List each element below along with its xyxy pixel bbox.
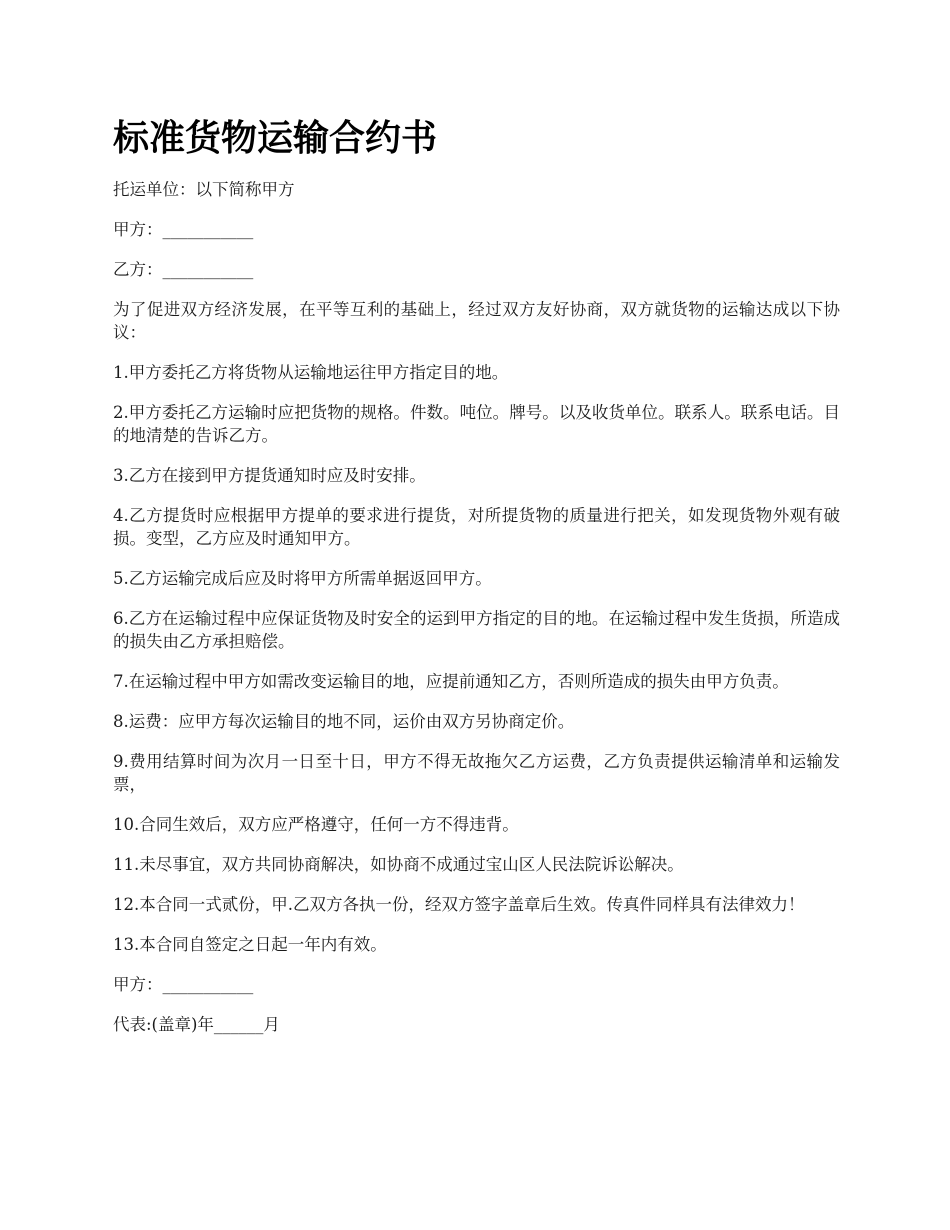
preamble-paragraph: 为了促进双方经济发展，在平等互利的基础上，经过双方友好协商，双方就货物的运输达成以下协议： — [113, 300, 840, 342]
clause-7: 7.在运输过程中甲方如需改变运输目的地，应提前通知乙方，否则所造成的损失由甲方负责。 — [113, 672, 789, 691]
clause-8: 8.运费：应甲方每次运输目的地不同，运价由双方另协商定价。 — [113, 712, 575, 731]
clause-4: 4.乙方提货时应根据甲方提单的要求进行提货，对所提货物的质量进行把关，如发现货物外观有破损。变型，乙方应及时通知甲方。 — [113, 506, 840, 548]
clause-6: 6.乙方在运输过程中应保证货物及时安全的运到甲方指定的目的地。在运输过程中发生货损，所造成的损失由乙方承担赔偿。 — [113, 609, 840, 651]
document-title: 标准货物运输合约书 — [113, 117, 438, 159]
clause-13: 13.本合同自签定之日起一年内有效。 — [113, 935, 387, 954]
clause-2: 2.甲方委托乙方运输时应把货物的规格。件数。吨位。牌号。以及收货单位。联系人。联系电话。目的地清楚的告诉乙方。 — [113, 403, 840, 445]
signature-party-a: 甲方：___________ — [113, 975, 254, 994]
clause-5: 5.乙方运输完成后应及时将甲方所需单据返回甲方。 — [113, 569, 492, 588]
clause-9: 9.费用结算时间为次月一日至十日，甲方不得无故拖欠乙方运费，乙方负责提供运输清单和运输发票， — [113, 752, 840, 794]
party-b-line: 乙方：___________ — [113, 260, 254, 279]
clause-11: 11.未尽事宜，双方共同协商解决，如协商不成通过宝山区人民法院诉讼解决。 — [113, 855, 684, 874]
clause-12: 12.本合同一式贰份，甲.乙双方各执一份，经双方签字盖章后生效。传真件同样具有法律效力！ — [113, 895, 805, 914]
party-a-line: 甲方：___________ — [113, 220, 254, 239]
clause-10: 10.合同生效后，双方应严格遵守，任何一方不得违背。 — [113, 815, 519, 834]
consignor-line: 托运单位：以下简称甲方 — [113, 180, 295, 199]
clause-3: 3.乙方在接到甲方提货通知时应及时安排。 — [113, 466, 426, 485]
document-body — [113, 178, 840, 1053]
clause-1: 1.甲方委托乙方将货物从运输地运往甲方指定目的地。 — [113, 363, 509, 382]
signature-representative: 代表:(盖章)年______月 — [113, 1015, 280, 1034]
